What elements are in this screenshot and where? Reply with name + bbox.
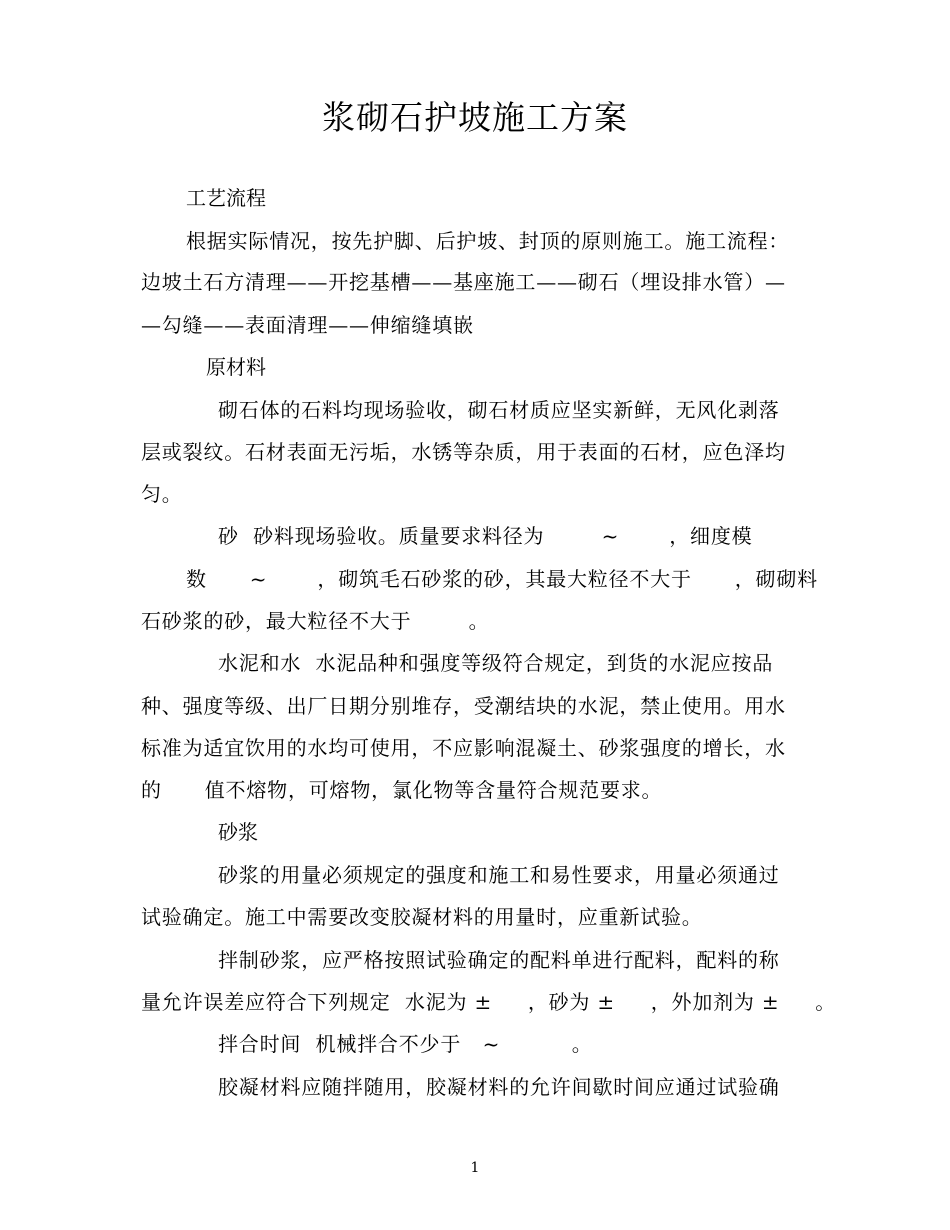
body-line: 量允许误差应符合下列规定 水泥为 ± ，砂为 ± ，外加剂为 ± 。	[141, 990, 837, 1014]
body-line: 层或裂纹。石材表面无污垢，水锈等杂质，用于表面的石材，应色泽均	[141, 440, 786, 464]
section-heading-mortar: 砂浆	[218, 820, 258, 844]
body-line: —勾缝——表面清理——伸缩缝填嵌	[141, 313, 474, 337]
body-line: 匀。	[141, 482, 183, 506]
body-line: 边坡土石方清理——开挖基槽——基座施工——砌石（埋设排水管）—	[141, 270, 786, 294]
body-line: 标准为适宜饮用的水均可使用，不应影响混凝土、砂浆强度的增长，水	[141, 736, 786, 760]
page-number: 1	[470, 1160, 480, 1176]
body-line: 种、强度等级、出厂日期分别堆存，受潮结块的水泥，禁止使用。用水	[141, 694, 786, 718]
body-line: 数 ~ ，砌筑毛石砂浆的砂，其最大粒径不大于 ，砌砌料	[186, 567, 818, 591]
body-line: 胶凝材料应随拌随用，胶凝材料的允许间歇时间应通过试验确	[218, 1075, 780, 1099]
body-line: 根据实际情况，按先护脚、后护坡、封顶的原则施工。施工流程：	[186, 229, 790, 253]
body-line: 砂浆的用量必须规定的强度和施工和易性要求，用量必须通过	[218, 863, 780, 887]
page-title: 浆砌石护坡施工方案	[322, 98, 628, 137]
body-line: 石砂浆的砂，最大粒径不大于 。	[141, 609, 490, 633]
body-line: 的 值不熔物，可熔物，氯化物等含量符合规范要求。	[141, 778, 663, 802]
body-line: 拌合时间 机械拌合不少于 ~ 。	[218, 1032, 593, 1056]
body-line: 拌制砂浆，应严格按照试验确定的配料单进行配料，配料的称	[218, 948, 780, 972]
section-heading-materials: 原材料	[206, 355, 266, 379]
body-line: 水泥和水 水泥品种和强度等级符合规定，到货的水泥应按品	[218, 651, 774, 675]
section-heading-process: 工艺流程	[186, 186, 266, 210]
body-line: 砂 砂料现场验收。质量要求料径为 ~ ，细度模	[218, 524, 753, 548]
body-line: 试验确定。施工中需要改变胶凝材料的用量时，应重新试验。	[141, 905, 703, 929]
body-line: 砌石体的石料均现场验收，砌石材质应坚实新鲜，无风化剥落	[218, 398, 780, 422]
